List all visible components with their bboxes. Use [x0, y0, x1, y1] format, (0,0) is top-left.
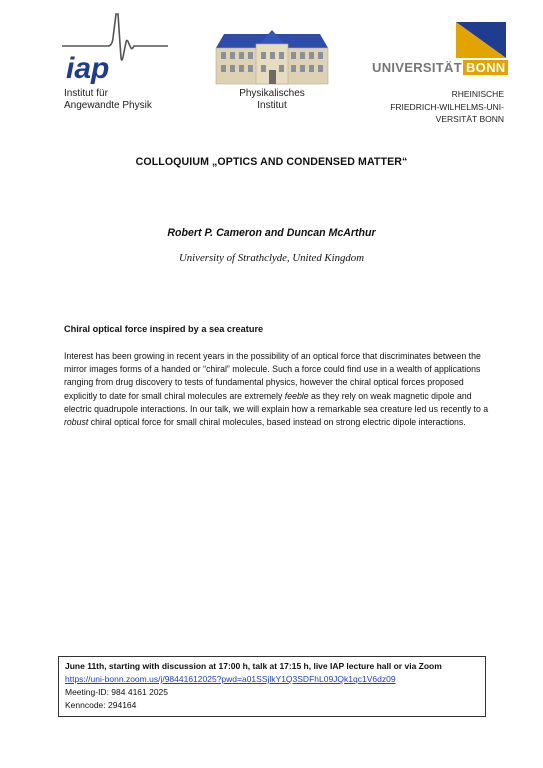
- abstract-emphasis-robust: robust: [64, 417, 89, 428]
- meeting-id: Meeting-ID: 984 4161 2025: [65, 687, 169, 697]
- iap-logo: [60, 12, 170, 84]
- physik-building-logo: [212, 28, 332, 86]
- abstract: [64, 350, 489, 429]
- abstract-part1: Interest has been growing in recent years in the possibility of an optical force that discriminates between the mirror images forms of a handed or “chiral” molecule. Such a force could find use in a wealth of applications ranging from drug discovery to tests of fundamental physics, however the chiral optical forces proposed explicitly to date for small chiral molecules are extremely: [64, 351, 481, 401]
- speakers: Robert P. Cameron and Duncan McArthur: [167, 227, 376, 239]
- iap-wordmark: iap: [66, 52, 110, 84]
- talk-title: Chiral optical force inspired by a sea creature: [64, 324, 264, 334]
- event-info-box: [58, 656, 486, 717]
- abstract-part2: as they rely on weak magnetic dipole and electric quadrupole interactions. In our talk, we will explain how a remarkable sea creature led us recently to a: [64, 390, 489, 414]
- iap-caption: [64, 88, 152, 112]
- iap-caption-line2: Angewandte Physik: [64, 100, 152, 111]
- physik-caption-line1: Physikalisches: [239, 88, 305, 99]
- abstract-emphasis-feeble: feeble: [284, 390, 309, 401]
- affiliation: University of Strathclyde, United Kingdom: [178, 252, 365, 264]
- physik-caption-line2: Institut: [257, 100, 287, 111]
- bonn-caption-line2: FRIEDRICH-WILHELMS-UNI-: [390, 101, 504, 112]
- iap-caption-line1: Institut für: [64, 88, 108, 99]
- abstract-part3: chiral optical force for small chiral molecules, based instead on strong electric dipole interactions.: [88, 417, 466, 428]
- building-icon: [212, 28, 332, 86]
- bonn-caption-line1: RHEINISCHE: [451, 89, 504, 99]
- kenncode: Kenncode: 294164: [65, 700, 137, 710]
- physik-caption: [213, 88, 331, 112]
- colloquium-heading: COLLOQUIUM „OPTICS AND CONDENSED MATTER“: [135, 156, 408, 168]
- bonn-logo: [372, 22, 506, 78]
- bonn-wordmark-bonn: BONN: [463, 60, 508, 75]
- bonn-wordmark-universitaet: UNIVERSITÄT: [372, 60, 462, 75]
- event-datetime: June 11th, starting with discussion at 17:00 h, talk at 17:15 h, live IAP lecture hall or via Zoom: [65, 661, 442, 671]
- iap-waveform-icon: [60, 12, 170, 84]
- bonn-caption-line3: VERSITÄT BONN: [435, 114, 504, 124]
- bonn-wordmark: [372, 60, 508, 75]
- zoom-link[interactable]: https://uni-bonn.zoom.us/j/98441612025?pwd=a01SSjlkY1Q3SDFhL09JQk1qc1V6dz09: [65, 674, 396, 684]
- bonn-caption: [372, 88, 504, 126]
